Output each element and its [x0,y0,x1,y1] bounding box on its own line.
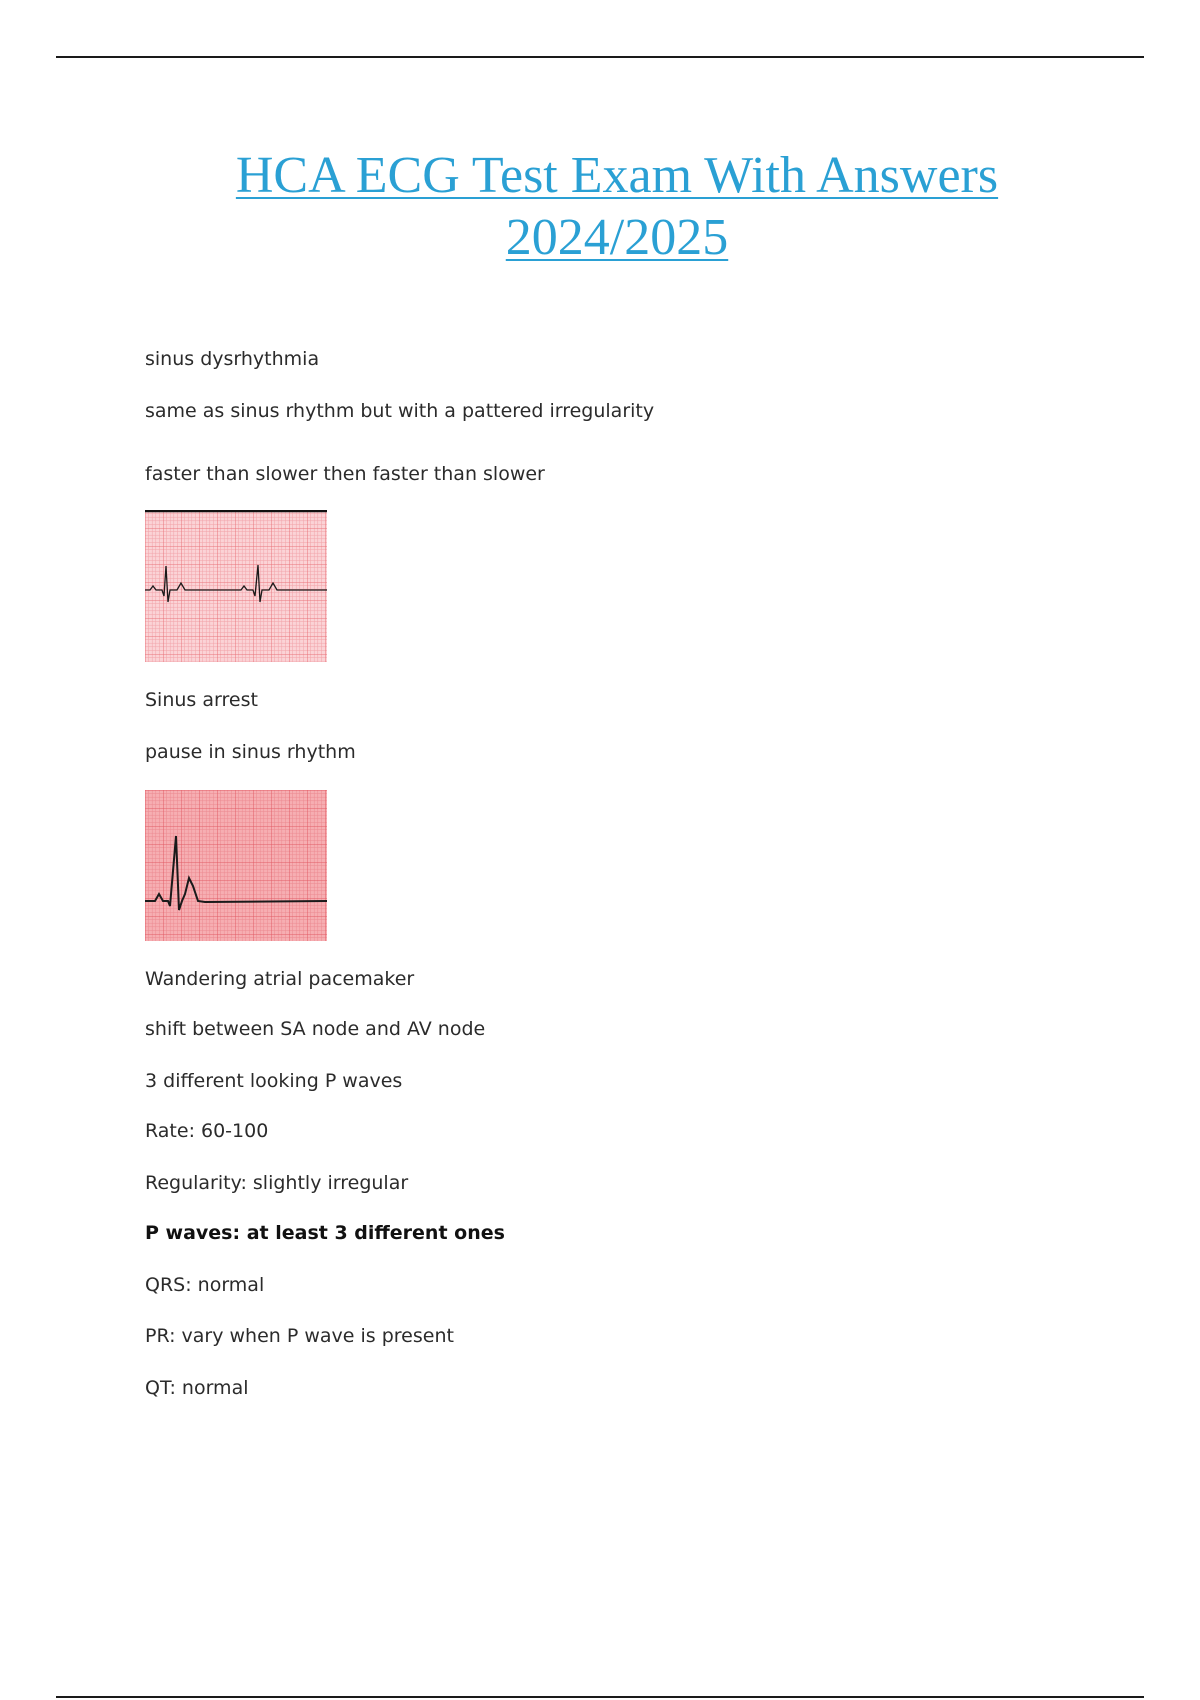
ecg-strip-sinus-dysrhythmia-image [145,510,327,662]
rate-line: Rate: 60-100 [145,1120,269,1142]
header-rule [56,56,1144,58]
document-title [56,145,1178,269]
term-sinus-arrest: Sinus arrest [145,689,258,711]
definition-line: shift between SA node and AV node [145,1018,486,1040]
qrs-line: QRS: normal [145,1274,265,1296]
ecg-strip-sinus-arrest [145,790,327,941]
definition-line: 3 different looking P waves [145,1070,403,1092]
term-wandering-atrial-pacemaker: Wandering atrial pacemaker [145,968,415,990]
document-title-line-1: HCA ECG Test Exam With Answers [235,147,999,204]
pr-line: PR: vary when P wave is present [145,1325,454,1347]
regularity-line: Regularity: slightly irregular [145,1172,409,1194]
ecg-strip-sinus-arrest-image [145,790,327,941]
p-waves-line: P waves: at least 3 different ones [145,1222,505,1244]
definition-line: faster than slower then faster than slower [145,463,545,485]
ecg-strip-sinus-dysrhythmia [145,510,327,662]
document-title-line-2: 2024/2025 [505,209,729,266]
footer-rule [56,1696,1144,1698]
qt-line: QT: normal [145,1377,249,1399]
definition-line: same as sinus rhythm but with a pattered irregularity [145,400,655,422]
definition-line: pause in sinus rhythm [145,741,356,763]
term-sinus-dysrhythmia: sinus dysrhythmia [145,348,320,370]
